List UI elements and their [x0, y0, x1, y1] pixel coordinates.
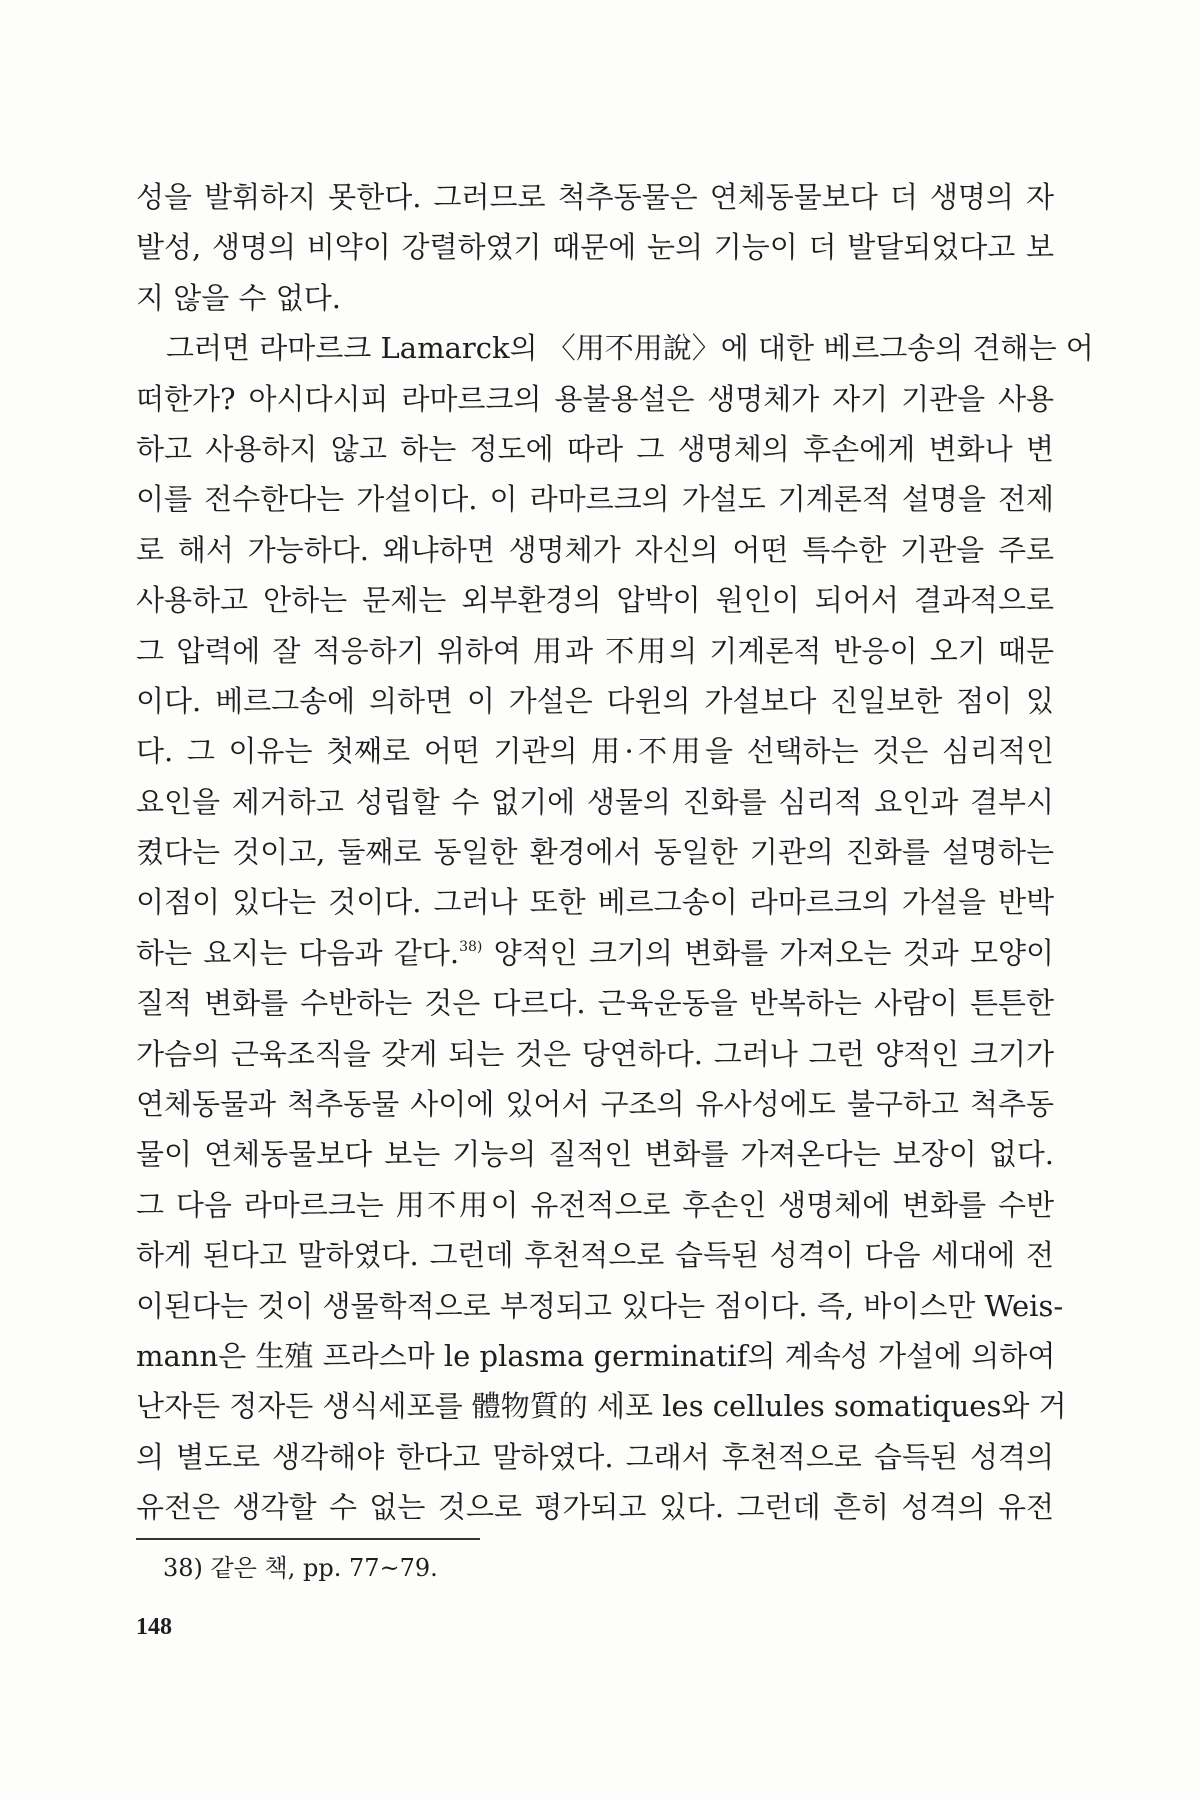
- line-text: 이를 전수한다는 가설이다. 이 라마르크의 가설도 기계론적 설명을 전제: [136, 482, 1054, 517]
- line-text: mann은 生殖 프라스마 le plasma germinatif의 계속성 가설에 의하여: [136, 1338, 1056, 1373]
- line-text: 하게 된다고 말하였다. 그런데 후천적으로 습득된 성격이 다음 세대에 전: [136, 1238, 1054, 1273]
- text-line: [136, 273, 1054, 323]
- text-line: [136, 323, 1094, 373]
- text-line: [136, 424, 1054, 474]
- line-text: 그러면 라마르크 Lamarck의 〈用不用說〉에 대한 베르그송의 견해는 어: [166, 331, 1094, 366]
- line-text: 의 별도로 생각해야 한다고 말하였다. 그래서 후천적으로 습득된 성격의: [136, 1439, 1054, 1474]
- text-line: [136, 172, 1054, 222]
- line-text-continued: 양적인 크기의 변화를 가져오는 것과 모양이: [482, 935, 1054, 970]
- line-text: 질적 변화를 수반하는 것은 다르다. 근육운동을 반복하는 사람이 튼튼한: [136, 986, 1054, 1021]
- text-line: [136, 575, 1054, 625]
- text-line: [136, 374, 1054, 424]
- line-text: 하고 사용하지 않고 하는 정도에 따라 그 생명체의 후손에게 변화나 변: [136, 431, 1054, 466]
- line-text: 유전은 생각할 수 없는 것으로 평가되고 있다. 그런데 흔히 성격의 유전: [136, 1490, 1054, 1525]
- line-text: 하는 요지는 다음과 같다.: [136, 935, 460, 970]
- text-line: [136, 777, 1054, 827]
- line-text: 이다. 베르그송에 의하면 이 가설은 다윈의 가설보다 진일보한 점이 있: [136, 683, 1054, 718]
- line-text: 성을 발휘하지 못한다. 그러므로 척추동물은 연체동물보다 더 생명의 자: [136, 180, 1054, 214]
- line-text: 켰다는 것이고, 둘째로 동일한 환경에서 동일한 기관의 진화를 설명하는: [136, 835, 1054, 870]
- text-line: [136, 1079, 1054, 1129]
- line-text: 그 압력에 잘 적응하기 위하여 用과 不用의 기계론적 반응이 오기 때문: [136, 633, 1054, 668]
- line-text: 이된다는 것이 생물학적으로 부정되고 있다는 점이다. 즉, 바이스만 Weis-: [136, 1288, 1064, 1323]
- line-text: 이점이 있다는 것이다. 그러나 또한 베르그송이 라마르크의 가설을 반박: [136, 885, 1054, 920]
- line-text: 지 않을 수 없다.: [136, 280, 341, 315]
- text-line: [136, 1281, 1064, 1331]
- text-line: [136, 978, 1054, 1028]
- body-text: [136, 172, 1094, 1533]
- text-line: [136, 1029, 1054, 1079]
- footnote-divider: [136, 1538, 480, 1540]
- text-line: [136, 827, 1054, 877]
- footnote-reference: 38): [459, 938, 483, 955]
- text-line: [136, 928, 1054, 978]
- page-number: 148: [136, 1614, 172, 1640]
- footnote: 38) 같은 책, pp. 77~79.: [163, 1554, 438, 1582]
- text-line: [136, 474, 1054, 524]
- line-text: 떠한가? 아시다시피 라마르크의 용불용설은 생명체가 자기 기관을 사용: [136, 381, 1054, 416]
- text-line: [136, 1331, 1054, 1381]
- line-text: 가슴의 근육조직을 갖게 되는 것은 당연하다. 그러나 그런 양적인 크기가: [136, 1036, 1054, 1071]
- line-text: 난자든 정자든 생식세포를 體物質的 세포 les cellules somatiques와 거: [136, 1389, 1067, 1424]
- text-line: [136, 726, 1054, 776]
- line-text: 다. 그 이유는 첫째로 어떤 기관의 用·不用을 선택하는 것은 심리적인: [136, 734, 1054, 769]
- line-text: 로 해서 가능하다. 왜냐하면 생명체가 자신의 어떤 특수한 기관을 주로: [136, 532, 1054, 567]
- text-line: [136, 1432, 1054, 1482]
- line-text: 발성, 생명의 비약이 강렬하였기 때문에 눈의 기능이 더 발달되었다고 보: [136, 230, 1054, 265]
- text-line: [136, 676, 1054, 726]
- text-line: [136, 1180, 1054, 1230]
- text-line: [136, 1482, 1054, 1532]
- text-line: [136, 1381, 1067, 1431]
- text-line: [136, 1230, 1054, 1280]
- text-line: [136, 525, 1054, 575]
- line-text: 요인을 제거하고 성립할 수 없기에 생물의 진화를 심리적 요인과 결부시: [136, 784, 1054, 819]
- line-text: 물이 연체동물보다 보는 기능의 질적인 변화를 가져온다는 보장이 없다.: [136, 1137, 1054, 1172]
- text-line: [136, 222, 1054, 272]
- line-text: 사용하고 안하는 문제는 외부환경의 압박이 원인이 되어서 결과적으로: [136, 583, 1054, 618]
- text-line: [136, 626, 1054, 676]
- text-line: [136, 877, 1054, 927]
- line-text: 그 다음 라마르크는 用不用이 유전적으로 후손인 생명체에 변화를 수반: [136, 1187, 1054, 1222]
- text-line: [136, 1129, 1054, 1179]
- line-text: 연체동물과 척추동물 사이에 있어서 구조의 유사성에도 불구하고 척추동: [136, 1087, 1054, 1122]
